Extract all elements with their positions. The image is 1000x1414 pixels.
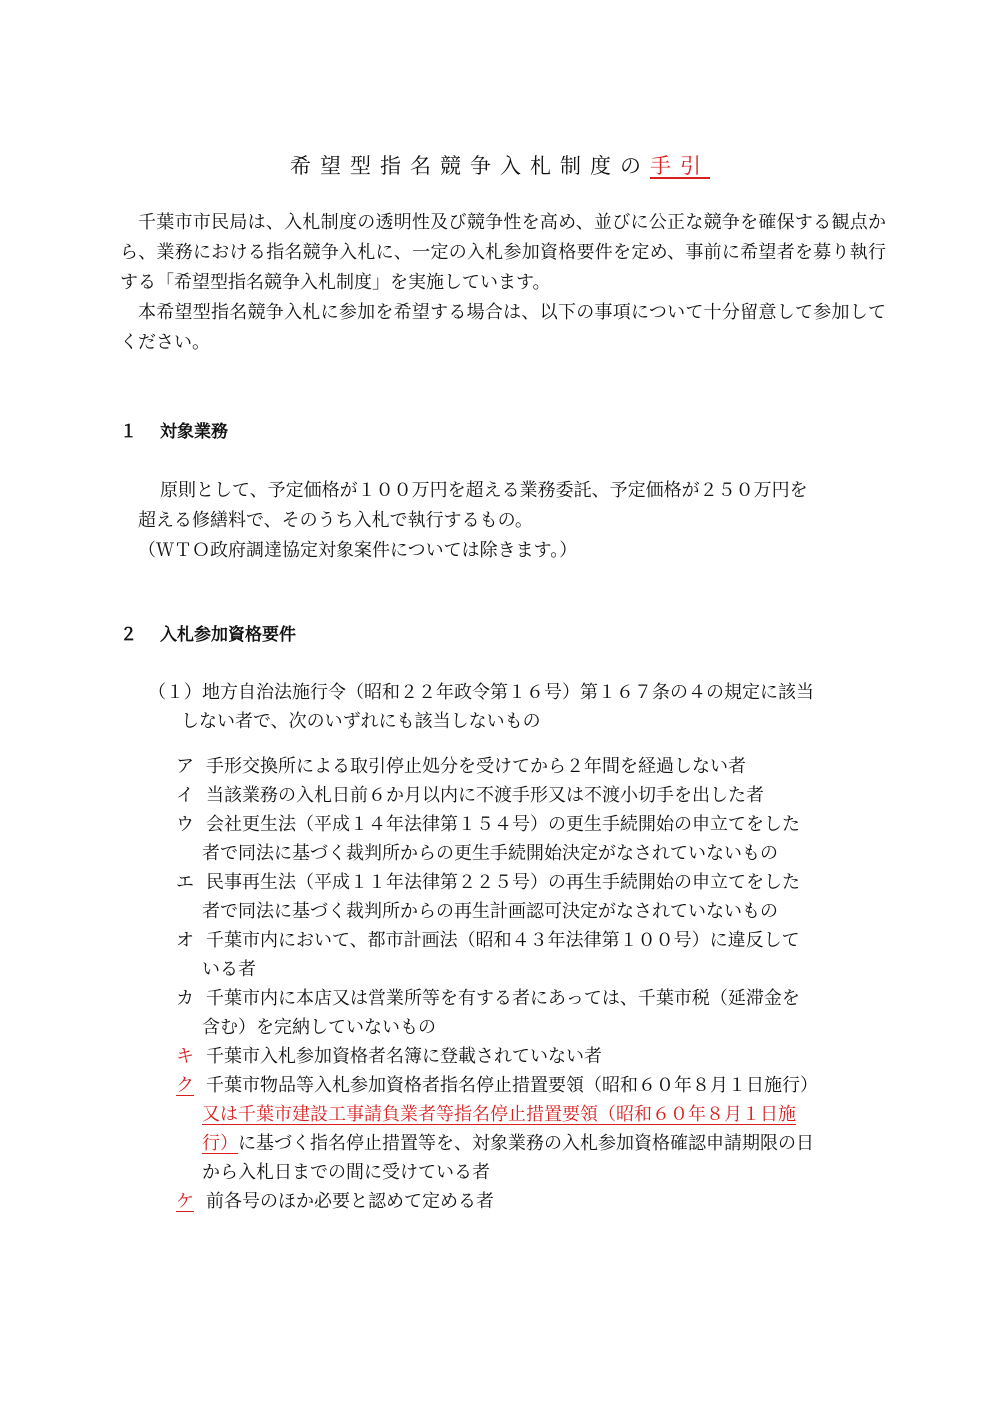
list-item: イ 当該業務の入札日前６か月以内に不渡手形又は不渡小切手を出した者 bbox=[176, 781, 888, 810]
intro-paragraph-1: 千葉市市民局は、入札制度の透明性及び競争性を高め、並びに公正な競争を確保する観点から、業務における指名競争入札に、一定の入札参加資格要件を定め、事前に希望者を募り執行する「希望型指名競争入札制度」を実施しています。 bbox=[120, 212, 886, 293]
list-item-mark: ク bbox=[176, 1075, 194, 1096]
section-2-title: 入札参加資格要件 bbox=[160, 625, 296, 645]
list-item-mark: カ bbox=[176, 988, 194, 1009]
subsection-1-line-2: しない者で、次のいずれにも該当しないもの bbox=[181, 711, 541, 732]
subsection-1 bbox=[148, 678, 888, 736]
list-item-mark: ア bbox=[176, 756, 194, 777]
list-item: ケ 前各号のほか必要と認めて定める者 bbox=[176, 1187, 888, 1216]
list-item: エ 民事再生法（平成１１年法律第２２５号）の再生手続開始の申立てをした 者で同法に基づく裁判所からの再生計画認可決定がなされていないもの bbox=[176, 868, 888, 926]
section-2-number: ２ bbox=[120, 625, 137, 645]
section-2-heading bbox=[120, 621, 296, 649]
list-item-mark: ケ bbox=[176, 1191, 194, 1212]
list-item: ク 千葉市物品等入札参加資格者指名停止措置要領（昭和６０年８月１日施行） 又は千葉市建設工事請負業者等指名停止措置要領（昭和６０年８月１日施 行）に基づく指名停止措置等を、対象業務の入札参加資格確認申請期限の日 から入札日までの間に受けている者 bbox=[176, 1071, 888, 1187]
section-1-title: 対象業務 bbox=[160, 422, 228, 442]
section-1-body bbox=[120, 476, 886, 566]
section-1-line-2: 超える修繕料で、そのうち入札で執行するもの。 bbox=[138, 510, 533, 531]
intro-paragraph-2: 本希望型指名競争入札に参加を希望する場合は、以下の事項について十分留意して参加してください。 bbox=[120, 302, 886, 353]
list-item: ア 手形交換所による取引停止処分を受けてから２年間を経過しない者 bbox=[176, 752, 888, 781]
list-item-mark: イ bbox=[176, 785, 194, 806]
list-item: キ 千葉市入札参加資格者名簿に登載されていない者 bbox=[176, 1042, 888, 1071]
title-highlight: 手引 bbox=[650, 154, 710, 178]
section-1-line-3: （ＷＴＯ政府調達協定対象案件については除きます。） bbox=[138, 540, 578, 561]
list-item: ウ 会社更生法（平成１４年法律第１５４号）の更生手続開始の申立てをした 者で同法に基づく裁判所からの更生手続開始決定がなされていないもの bbox=[176, 810, 888, 868]
subsection-1-line-1: （１）地方自治法施行令（昭和２２年政令第１６号）第１６７条の４の規定に該当 bbox=[148, 682, 814, 703]
list-item-revised-text: 行） bbox=[202, 1133, 238, 1154]
title-main: 希望型指名競争入札制度の bbox=[290, 154, 650, 178]
section-1-heading bbox=[120, 418, 228, 446]
criteria-list bbox=[176, 752, 888, 1216]
list-item: オ 千葉市内において、都市計画法（昭和４３年法律第１００号）に違反して いる者 bbox=[176, 926, 888, 984]
list-item: カ 千葉市内に本店又は営業所等を有する者にあっては、千葉市税（延滞金を 含む）を完納していないもの bbox=[176, 984, 888, 1042]
section-1-number: １ bbox=[120, 422, 137, 442]
list-item-revised-text: 又は千葉市建設工事請負業者等指名停止措置要領（昭和６０年８月１日施 bbox=[202, 1104, 796, 1125]
page-title bbox=[0, 150, 1000, 182]
section-1-line-1: 原則として、予定価格が１００万円を超える業務委託、予定価格が２５０万円を bbox=[160, 480, 808, 501]
list-item-mark: エ bbox=[176, 872, 194, 893]
list-item-mark: ウ bbox=[176, 814, 194, 835]
list-item-mark: オ bbox=[176, 930, 194, 951]
list-item-mark: キ bbox=[176, 1046, 194, 1067]
